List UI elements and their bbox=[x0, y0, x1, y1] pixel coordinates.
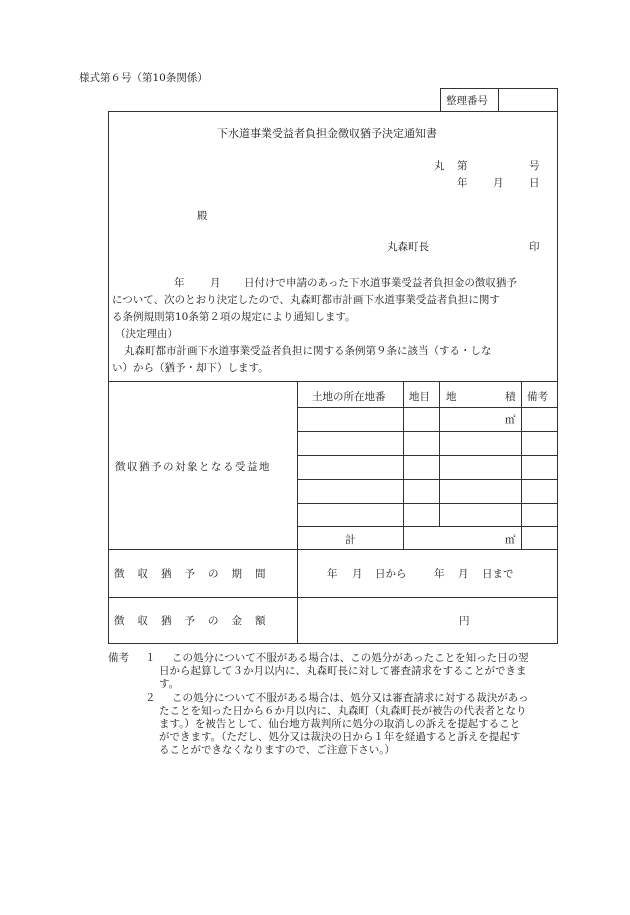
date-day: 日 bbox=[529, 177, 540, 189]
area-cell[interactable] bbox=[441, 409, 501, 429]
body-line-1: 日付けで申請のあった下水道事業受益者負担金の徴収猶予 bbox=[244, 277, 517, 289]
header-remarks: 備考 bbox=[527, 391, 548, 403]
seiri-bangou-label: 整理番号 bbox=[446, 95, 488, 107]
period-from-month: 月 bbox=[352, 568, 363, 580]
reason-label: （決定理由） bbox=[115, 328, 178, 340]
amount-unit: 円 bbox=[459, 615, 470, 627]
date-month: 月 bbox=[493, 177, 504, 189]
chimoku-cell[interactable] bbox=[405, 409, 437, 429]
body-line-2: について、次のとおり決定したので、丸森町都市計画下水道事業受益者負担に関す bbox=[112, 294, 500, 306]
amount-label bbox=[114, 613, 279, 628]
note-2-line-4: ができます。（ただし、処分又は裁決の日から１年を経過すると訴えを提起す bbox=[159, 731, 521, 743]
note-1-line-2: 日から起算して３か月以内に、丸森町長に対して審査請求をすることができま bbox=[159, 665, 527, 677]
note-2-number: ２ bbox=[145, 692, 156, 704]
header-area-right: 積 bbox=[505, 391, 516, 403]
body-month: 月 bbox=[210, 277, 221, 289]
form-number: 様式第６号（第10条関係） bbox=[79, 72, 208, 84]
number-dai: 第 bbox=[457, 160, 468, 172]
seal-mark: 印 bbox=[529, 241, 540, 253]
period-to-month: 月 bbox=[458, 568, 469, 580]
period-from-year: 年 bbox=[327, 568, 338, 580]
note-2-line-3: ます。）を被告として、仙台地方裁判所に処分の取消しの訴えを提起すること bbox=[159, 718, 521, 730]
remarks-cell[interactable] bbox=[523, 409, 555, 429]
note-2-line-1: この処分について不服がある場合は、処分又は審査請求に対する裁決があっ bbox=[172, 692, 529, 704]
period-label bbox=[114, 566, 290, 581]
period-from-day: 日から bbox=[375, 568, 407, 580]
addressee-suffix: 殿 bbox=[197, 210, 208, 222]
document-title: 下水道事業受益者負担金徴収猶予決定通知書 bbox=[217, 127, 437, 140]
total-label: 計 bbox=[345, 534, 356, 546]
total-area-unit: ㎡ bbox=[505, 534, 516, 546]
body-year: 年 bbox=[174, 277, 185, 289]
notes-label: 備考 bbox=[108, 652, 129, 664]
header-chimoku: 地目 bbox=[409, 391, 430, 403]
body-line-3: る条例規則第10条第２項の規定により通知します。 bbox=[112, 311, 356, 323]
amount-label-text: 徴収猶予の金額 bbox=[114, 615, 279, 627]
date-year: 年 bbox=[457, 177, 468, 189]
note-1-line-1: この処分について不服がある場合は、この処分があったことを知った日の翌 bbox=[172, 652, 529, 664]
number-prefix: 丸 bbox=[434, 160, 445, 172]
target-land-label: 徴収猶予の対象となる受益地 bbox=[115, 461, 271, 473]
period-to-day: 日まで bbox=[482, 568, 514, 580]
reason-line-2: い）から（猶予・却下）します。 bbox=[112, 362, 269, 374]
number-go: 号 bbox=[529, 160, 540, 172]
location-cell[interactable] bbox=[299, 409, 401, 429]
reason-line-1: 丸森町都市計画下水道事業受益者負担に関する条例第９条に該当（する・しな bbox=[124, 345, 492, 357]
period-label-text: 徴収猶予の期間 bbox=[114, 568, 279, 580]
note-2-line-2: たことを知った日から６か月以内に、丸森町（丸森町長が被告の代表者となり bbox=[159, 705, 527, 717]
note-2-line-5: ることができなくなりますので、ご注意下さい。） bbox=[159, 744, 396, 756]
header-area-left: 地 bbox=[446, 391, 457, 403]
note-1-line-3: す。 bbox=[159, 678, 180, 690]
header-location: 土地の所在地番 bbox=[312, 391, 386, 403]
note-1-number: １ bbox=[145, 652, 156, 664]
sender-name: 丸森町長 bbox=[387, 241, 429, 253]
period-to-year: 年 bbox=[434, 568, 445, 580]
area-unit-row1: ㎡ bbox=[505, 414, 516, 426]
